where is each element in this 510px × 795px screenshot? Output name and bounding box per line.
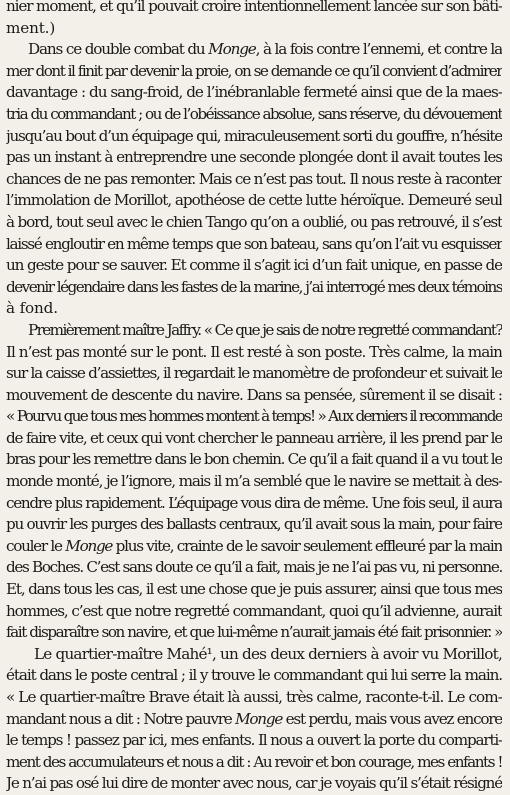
text-line: « Pourvu que tous mes hommes montent à temps! » Aux derniers il recommande	[6, 407, 502, 426]
text-line: couler le Monge plus vite, crainte de le savoir seulement effleuré par la main	[6, 536, 502, 555]
text-line: cendre plus rapidement. L’équipage vous dira de même. Une fois seul, il aura	[6, 493, 502, 512]
text-line: jusqu’au bout d’un équipage qui, miraculeusement sorti du gouffre, n’hésite	[6, 126, 502, 145]
text-line: Premièrement maître Jaffry. « Ce que je sais de notre regretté commandant?	[28, 320, 502, 339]
text-line: devenir légendaire dans les fastes de la marine, j’ai interrogé mes deux témoins	[6, 277, 502, 296]
text-line: tria du commandant ; ou de l’obéissance absolue, sans réserve, du dévouement	[6, 104, 502, 123]
text-line: nier moment, et qu’il pouvait croire intentionnellement lancée sur son bâti-	[6, 0, 502, 15]
text-line: à bord, tout seul avec le chien Tango qu’on a oublié, ou pas retrouvé, il s’est	[6, 212, 502, 231]
text-line: de faire vite, et ceux qui vont chercher le panneau arrière, il les prend par le	[6, 428, 502, 447]
text-line: un geste pour se sauver. Et comme il s’agit ici d’un fait unique, en passe de	[6, 256, 502, 275]
text-line: à fond.	[6, 299, 58, 318]
text-line: était dans le poste central ; il y trouve le commandant qui lui serre la main.	[6, 666, 502, 685]
ship-name: Monge	[208, 40, 256, 59]
text-line: chances de ne pas remonter. Mais ce n’est pas tout. Il nous reste à raconter	[6, 169, 502, 188]
ship-name: Monge	[235, 709, 283, 728]
text-line: le temps ! passez par ici, mes enfants. Il nous a ouvert la porte du comparti-	[6, 731, 502, 750]
text-line: mouvement de descente du navire. Dans sa pensée, sûrement il se disait :	[6, 385, 502, 404]
text-line: Il n’est pas monté sur le pont. Il est resté à son poste. Très calme, la main	[6, 342, 502, 361]
text-line: ment des accumulateurs et nous a dit : Au revoir et bon courage, mes enfants !	[6, 752, 502, 771]
text-line: pu ouvrir les purges des ballasts centraux, qu’il avait sous la main, pour faire	[6, 515, 502, 534]
page-text-body	[6, 0, 502, 795]
text-line: mandant nous a dit : Notre pauvre Monge est perdu, mais vous avez encore	[6, 709, 502, 728]
text-line: ment.)	[6, 18, 56, 37]
text-line: hommes, c’est que notre regretté commandant, quoi qu’il advienne, aurait	[6, 601, 502, 620]
text-line: sur la caisse d’assiettes, il regardait le manomètre de profondeur et suivait le	[6, 364, 502, 383]
ship-name: Monge	[65, 536, 113, 555]
text-line: des Boches. C’est sans doute ce qu’il a fait, mais je ne l’ai pas vu, ni personne.	[6, 558, 502, 577]
text-line: mer dont il finit par devenir la proie, on se demande ce qu’il convient d’admirer	[6, 61, 502, 80]
text-line: l’immolation de Morillot, apothéose de cette lutte héroïque. Demeuré seul	[6, 191, 502, 210]
text-line: Dans ce double combat du Monge, à la fois contre l’ennemi, et contre la	[28, 40, 502, 59]
text-line: pas un instant à entreprendre une seconde plongée dont il avait toutes les	[6, 148, 502, 167]
text-line: « Le quartier-maître Brave était là aussi, très calme, raconte-t-il. Le com-	[6, 688, 502, 706]
text-line: monde monté, je l’ignore, mais il m’a semblé que le navire se mettait à des-	[6, 472, 502, 491]
text-line: bras pour les remettre dans le bon chemin. Ce qu’il a fait quand il a vu tout le	[6, 450, 502, 469]
text-line: Je n’ai pas osé lui dire de monter avec nous, car je voyais qu’il s’était résigné	[6, 774, 502, 793]
text-line: fait disparaître son navire, et que lui-même n’aurait jamais été fait prisonnier. »	[6, 623, 502, 642]
text-line: Et, dans tous les cas, il est une chose que je puis assurer, ainsi que tous mes	[6, 580, 502, 599]
text-line: Le quartier-maître Mahé¹, un des deux derniers à avoir vu Morillot,	[34, 644, 502, 663]
text-line: laissé engloutir en même temps que son bateau, sans qu’on l’ait vu esquisser	[6, 234, 502, 253]
text-line: davantage : du sang-froid, de l’inébranlable fermeté ainsi que de la maes-	[6, 83, 502, 102]
